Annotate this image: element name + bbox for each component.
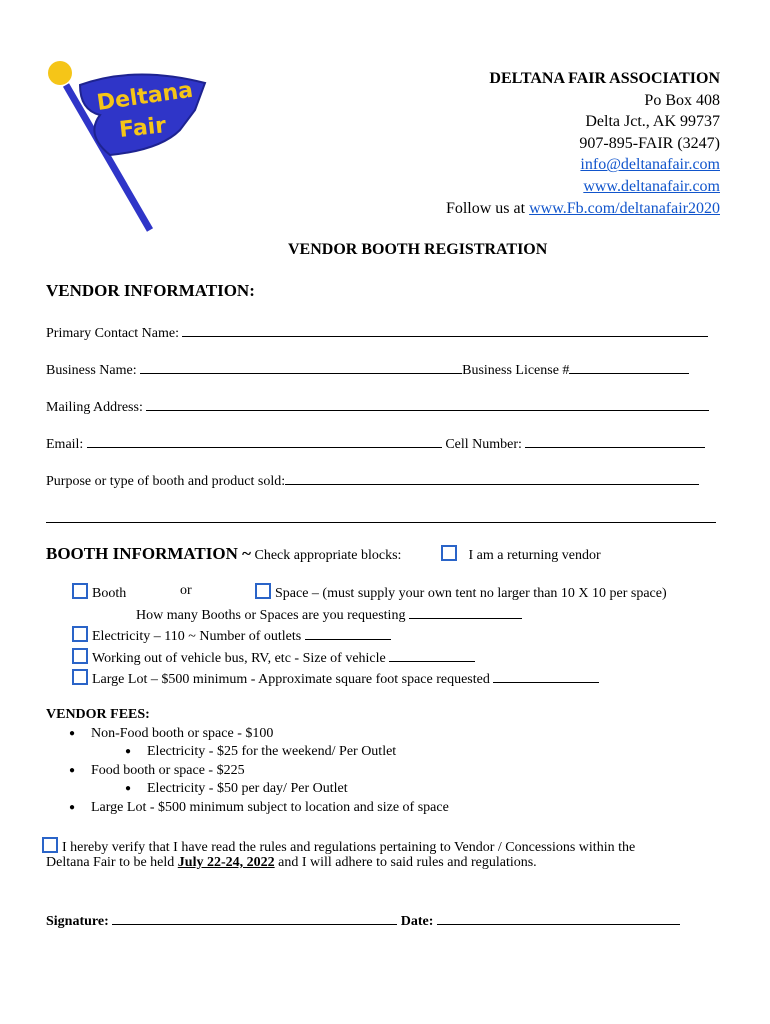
business-license-field[interactable]: [569, 359, 689, 374]
fee-nonfood: ● Non-Food booth or space - $100: [91, 726, 273, 742]
large-lot-checkbox[interactable]: [72, 669, 88, 685]
business-license-label: Business License #: [462, 363, 570, 378]
business-name-field[interactable]: [140, 359, 462, 374]
email-field[interactable]: [87, 433, 442, 448]
space-checkbox[interactable]: [255, 583, 271, 599]
phone: 907-895-FAIR (3247): [579, 134, 720, 152]
mailing-address-label: Mailing Address:: [46, 400, 143, 415]
email-label: Email:: [46, 437, 84, 452]
primary-contact-field[interactable]: [182, 322, 708, 337]
electricity-label: Electricity – 110 ~ Number of outlets: [92, 629, 302, 644]
logo-text-line2: Fair: [118, 113, 168, 143]
website-link[interactable]: www.deltanafair.com: [583, 177, 720, 195]
po-box: Po Box 408: [644, 91, 720, 109]
outlets-field[interactable]: [305, 625, 391, 640]
logo-text-line1: Deltana: [95, 77, 195, 116]
how-many-label: How many Booths or Spaces are you requesting: [136, 608, 406, 623]
returning-vendor-label: I am a returning vendor: [468, 548, 601, 563]
email-link[interactable]: info@deltanafair.com: [580, 156, 720, 174]
large-lot-label: Large Lot – $500 minimum - Approximate square foot space requested: [92, 672, 490, 687]
signature-label: Signature:: [46, 914, 109, 929]
fair-dates: July 22-24, 2022: [177, 855, 275, 870]
fee-food-electricity: ● Electricity - $50 per day/ Per Outlet: [147, 781, 348, 797]
how-many-field[interactable]: [409, 604, 522, 619]
business-name-label: Business Name:: [46, 363, 137, 378]
verify-text-line2-end: and I will adhere to said rules and regulations.: [274, 855, 537, 870]
vehicle-label: Working out of vehicle bus, RV, etc - Size of vehicle: [92, 651, 386, 666]
org-header: [446, 68, 720, 219]
fee-nonfood-electricity: ● Electricity - $25 for the weekend/ Per Outlet: [147, 744, 396, 760]
vehicle-checkbox[interactable]: [72, 648, 88, 664]
page-title: VENDOR BOOTH REGISTRATION: [288, 241, 548, 258]
verify-text-line1: I hereby verify that I have read the rules and regulations pertaining to Vendor / Concessions within the: [62, 840, 636, 855]
date-label: Date:: [400, 914, 434, 929]
mailing-address-field[interactable]: [146, 396, 709, 411]
returning-vendor-checkbox[interactable]: [441, 545, 457, 561]
facebook-link[interactable]: www.Fb.com/deltanafair2020: [529, 199, 720, 217]
follow-label: Follow us at: [445, 199, 530, 217]
cell-number-label: Cell Number:: [445, 437, 522, 452]
vendor-fees-heading: VENDOR FEES:: [46, 707, 150, 722]
fee-large-lot: ● Large Lot - $500 minimum subject to location and size of space: [91, 800, 449, 816]
or-label: or: [180, 583, 192, 598]
square-foot-field[interactable]: [493, 668, 599, 683]
purpose-label: Purpose or type of booth and product sold:: [46, 474, 286, 489]
booth-info-heading: BOOTH INFORMATION ~: [46, 544, 251, 563]
fee-food: ● Food booth or space - $225: [91, 763, 245, 779]
verify-text-line2: Deltana Fair to be held: [46, 855, 178, 870]
primary-contact-label: Primary Contact Name:: [46, 326, 179, 341]
cell-number-field[interactable]: [525, 433, 705, 448]
org-name: DELTANA FAIR ASSOCIATION: [489, 70, 720, 87]
city-line: Delta Jct., AK 99737: [585, 113, 720, 131]
booth-info-instruction: Check appropriate blocks:: [250, 548, 402, 563]
electricity-checkbox[interactable]: [72, 626, 88, 642]
signature-field[interactable]: [112, 910, 397, 925]
booth-label: Booth: [92, 586, 127, 601]
vehicle-size-field[interactable]: [389, 647, 475, 662]
vendor-info-heading: VENDOR INFORMATION:: [46, 281, 255, 300]
space-label: Space – (must supply your own tent no larger than 10 X 10 per space): [275, 586, 667, 601]
purpose-field-line2[interactable]: [46, 508, 716, 523]
date-field[interactable]: [437, 910, 680, 925]
logo-ball: [48, 61, 72, 85]
verify-checkbox[interactable]: [42, 837, 58, 853]
booth-checkbox[interactable]: [72, 583, 88, 599]
purpose-field[interactable]: [285, 470, 699, 485]
deltana-fair-logo: [40, 55, 215, 233]
